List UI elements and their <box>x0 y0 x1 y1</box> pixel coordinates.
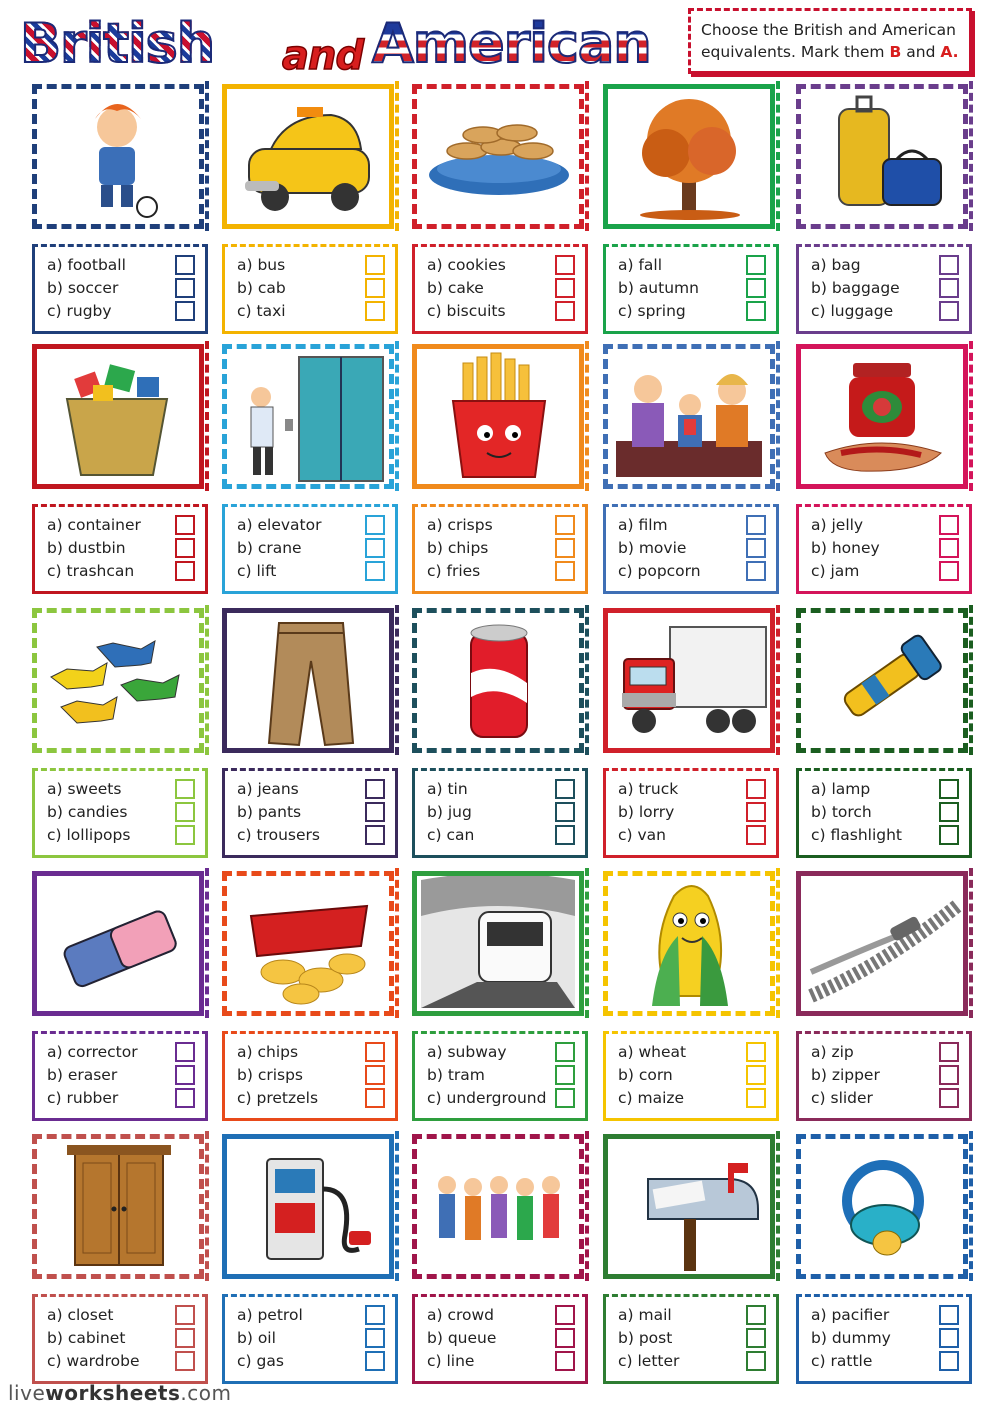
brand-main: worksheets <box>45 1381 181 1405</box>
answer-option <box>427 277 585 300</box>
answer-option-label: c) wardrobe <box>47 1352 140 1370</box>
answer-checkbox[interactable] <box>746 1351 766 1371</box>
eraser-picture <box>32 871 204 1016</box>
answer-option <box>811 1087 969 1110</box>
answer-option-label: c) van <box>618 826 666 844</box>
answer-checkbox[interactable] <box>365 1042 385 1062</box>
answer-option-label: a) bus <box>237 256 286 274</box>
answer-option <box>237 254 395 277</box>
answer-option-label: c) can <box>427 826 475 844</box>
answer-checkbox[interactable] <box>365 1305 385 1325</box>
answer-checkbox[interactable] <box>175 825 195 845</box>
answer-option <box>47 1304 205 1327</box>
answer-option-label: a) crisps <box>427 516 493 534</box>
answer-option <box>237 560 395 583</box>
answer-option <box>811 1327 969 1350</box>
zipper-picture <box>796 871 968 1016</box>
answer-options <box>32 1294 208 1384</box>
instruction-and: and <box>906 43 936 61</box>
answer-option <box>427 824 585 847</box>
answer-option <box>618 801 776 824</box>
answer-option-label: c) trashcan <box>47 562 135 580</box>
answer-checkbox[interactable] <box>939 1065 959 1085</box>
answer-option <box>427 300 585 323</box>
answer-option-label: c) rubber <box>47 1089 119 1107</box>
baby-dummy-picture <box>796 1134 968 1279</box>
boy-with-football-picture <box>32 84 204 229</box>
mailbox-picture <box>603 1134 775 1279</box>
answer-option <box>811 1064 969 1087</box>
answer-option <box>427 537 585 560</box>
answer-option <box>811 778 969 801</box>
answer-options <box>603 504 779 594</box>
answer-option-label: c) underground <box>427 1089 547 1107</box>
answer-option-label: c) pretzels <box>237 1089 319 1107</box>
answer-options <box>412 1294 588 1384</box>
answer-option <box>618 1064 776 1087</box>
answer-option <box>618 1041 776 1064</box>
underground-train-picture <box>412 871 584 1016</box>
answer-option <box>811 824 969 847</box>
answer-options <box>796 1031 972 1121</box>
answer-option <box>47 300 205 323</box>
instructions-box <box>688 8 972 74</box>
soda-can-picture <box>412 608 584 753</box>
overflowing-bin-picture <box>32 344 204 489</box>
answer-option <box>427 1087 585 1110</box>
answer-option <box>618 824 776 847</box>
answer-checkbox[interactable] <box>175 1042 195 1062</box>
answer-checkbox[interactable] <box>555 515 575 535</box>
answer-option <box>237 1350 395 1373</box>
answer-checkbox[interactable] <box>555 301 575 321</box>
answer-options <box>32 504 208 594</box>
jam-jar-picture <box>796 344 968 489</box>
answer-options <box>796 504 972 594</box>
answer-option-label: a) subway <box>427 1043 507 1061</box>
instruction-letter-a: A. <box>940 43 959 61</box>
answer-option-label: c) taxi <box>237 302 286 320</box>
answer-option <box>47 1041 205 1064</box>
answer-checkbox[interactable] <box>746 278 766 298</box>
answer-option <box>811 300 969 323</box>
french-fries-picture <box>412 344 584 489</box>
bag-of-crisps-picture <box>222 871 394 1016</box>
answer-checkbox[interactable] <box>555 1042 575 1062</box>
answer-checkbox[interactable] <box>175 255 195 275</box>
answer-option <box>47 1087 205 1110</box>
answer-checkbox[interactable] <box>555 538 575 558</box>
brand-suffix: .com <box>180 1381 232 1405</box>
answer-checkbox[interactable] <box>555 825 575 845</box>
answer-checkbox[interactable] <box>939 1088 959 1108</box>
answer-option-label: b) baggage <box>811 279 900 297</box>
answer-option-label: a) elevator <box>237 516 322 534</box>
answer-option <box>811 514 969 537</box>
answer-option-label: a) tin <box>427 780 468 798</box>
answer-option-label: b) cabinet <box>47 1329 126 1347</box>
answer-option <box>237 801 395 824</box>
answer-option-label: a) football <box>47 256 126 274</box>
queue-of-people-picture <box>412 1134 584 1279</box>
answer-checkbox[interactable] <box>746 301 766 321</box>
answer-options <box>412 504 588 594</box>
answer-option <box>47 778 205 801</box>
answer-option <box>618 1327 776 1350</box>
answer-options <box>32 768 208 858</box>
answer-option-label: b) zipper <box>811 1066 880 1084</box>
answer-options <box>222 244 398 334</box>
brand-prefix: live <box>8 1381 46 1405</box>
answer-option-label: c) trousers <box>237 826 320 844</box>
answer-option-label: c) lollipops <box>47 826 131 844</box>
answer-option-label: c) slider <box>811 1089 873 1107</box>
answer-checkbox[interactable] <box>939 278 959 298</box>
answer-option-label: c) line <box>427 1352 475 1370</box>
answer-checkbox[interactable] <box>555 1351 575 1371</box>
answer-option-label: b) pants <box>237 803 302 821</box>
answer-checkbox[interactable] <box>365 1065 385 1085</box>
answer-checkbox[interactable] <box>555 255 575 275</box>
answer-checkbox[interactable] <box>365 1088 385 1108</box>
answer-option-label: c) popcorn <box>618 562 701 580</box>
answer-checkbox[interactable] <box>746 825 766 845</box>
answer-option <box>237 300 395 323</box>
answer-options <box>222 768 398 858</box>
answer-option <box>618 300 776 323</box>
answer-option <box>237 778 395 801</box>
answer-checkbox[interactable] <box>365 1351 385 1371</box>
answer-options <box>603 1294 779 1384</box>
answer-option-label: a) closet <box>47 1306 114 1324</box>
answer-checkbox[interactable] <box>175 1088 195 1108</box>
answer-checkbox[interactable] <box>365 779 385 799</box>
plate-of-biscuits-picture <box>412 84 584 229</box>
answer-option-label: a) film <box>618 516 668 534</box>
answer-option-label: c) jam <box>811 562 860 580</box>
answer-option <box>427 560 585 583</box>
answer-option <box>811 254 969 277</box>
answer-option <box>47 1350 205 1373</box>
answer-checkbox[interactable] <box>939 515 959 535</box>
answer-option <box>237 1087 395 1110</box>
luggage-picture <box>796 84 968 229</box>
answer-option <box>237 1304 395 1327</box>
answer-option <box>618 1350 776 1373</box>
answer-option-label: a) wheat <box>618 1043 687 1061</box>
corn-cob-picture <box>603 871 775 1016</box>
answer-option-label: c) letter <box>618 1352 680 1370</box>
answer-option-label: b) soccer <box>47 279 119 297</box>
answer-option-label: a) chips <box>237 1043 299 1061</box>
answer-options <box>412 768 588 858</box>
answer-option <box>237 824 395 847</box>
answer-checkbox[interactable] <box>175 802 195 822</box>
title-american: American <box>372 12 651 75</box>
answer-option-label: c) gas <box>237 1352 284 1370</box>
answer-options <box>412 1031 588 1121</box>
answer-options <box>222 504 398 594</box>
answer-checkbox[interactable] <box>175 278 195 298</box>
answer-option <box>47 1327 205 1350</box>
answer-options <box>222 1294 398 1384</box>
answer-option-label: a) zip <box>811 1043 854 1061</box>
answer-checkbox[interactable] <box>175 779 195 799</box>
answer-option-label: b) movie <box>618 539 687 557</box>
answer-option-label: a) jeans <box>237 780 299 798</box>
answer-option <box>618 1304 776 1327</box>
answer-options <box>222 1031 398 1121</box>
answer-option-label: c) biscuits <box>427 302 506 320</box>
answer-option-label: b) crisps <box>237 1066 304 1084</box>
answer-option <box>47 514 205 537</box>
answer-option <box>427 1350 585 1373</box>
answer-checkbox[interactable] <box>555 1065 575 1085</box>
instruction-text: Choose the British and American equivalents. Mark them <box>701 21 956 61</box>
answer-checkbox[interactable] <box>746 561 766 581</box>
answer-options <box>796 768 972 858</box>
answer-option <box>811 537 969 560</box>
answer-option <box>618 514 776 537</box>
answer-checkbox[interactable] <box>746 538 766 558</box>
answer-checkbox[interactable] <box>555 802 575 822</box>
answer-option-label: a) container <box>47 516 141 534</box>
answer-option-label: b) torch <box>811 803 872 821</box>
answer-option <box>47 801 205 824</box>
answer-option <box>618 1087 776 1110</box>
answer-option <box>427 1304 585 1327</box>
answer-option <box>47 537 205 560</box>
liveworksheets-logo <box>8 1381 231 1405</box>
answer-checkbox[interactable] <box>555 561 575 581</box>
answer-option-label: c) fries <box>427 562 481 580</box>
answer-option-label: b) queue <box>427 1329 497 1347</box>
answer-checkbox[interactable] <box>746 779 766 799</box>
answer-checkbox[interactable] <box>365 1328 385 1348</box>
answer-checkbox[interactable] <box>555 779 575 799</box>
delivery-truck-picture <box>603 608 775 753</box>
answer-checkbox[interactable] <box>939 561 959 581</box>
answer-option <box>618 560 776 583</box>
answer-checkbox[interactable] <box>175 515 195 535</box>
man-at-elevator-picture <box>222 344 394 489</box>
answer-checkbox[interactable] <box>939 1351 959 1371</box>
answer-option-label: a) cookies <box>427 256 506 274</box>
answer-options <box>796 244 972 334</box>
answer-checkbox[interactable] <box>939 301 959 321</box>
answer-checkbox[interactable] <box>365 561 385 581</box>
answer-option-label: b) corn <box>618 1066 673 1084</box>
answer-checkbox[interactable] <box>746 1065 766 1085</box>
answer-checkbox[interactable] <box>746 255 766 275</box>
answer-checkbox[interactable] <box>746 515 766 535</box>
answer-option <box>427 1041 585 1064</box>
answer-option-label: b) honey <box>811 539 880 557</box>
autumn-tree-picture <box>603 84 775 229</box>
answer-option <box>47 560 205 583</box>
answer-options <box>603 768 779 858</box>
answer-option <box>47 1064 205 1087</box>
answer-option <box>427 778 585 801</box>
answer-option-label: c) lift <box>237 562 277 580</box>
answer-option-label: a) mail <box>618 1306 672 1324</box>
title-and: and <box>282 33 364 79</box>
taxi-car-picture <box>222 84 394 229</box>
answer-option-label: a) crowd <box>427 1306 495 1324</box>
answer-checkbox[interactable] <box>175 1305 195 1325</box>
answer-checkbox[interactable] <box>175 1328 195 1348</box>
answer-checkbox[interactable] <box>175 1351 195 1371</box>
answer-option-label: b) chips <box>427 539 489 557</box>
answer-option-label: b) dummy <box>811 1329 891 1347</box>
answer-checkbox[interactable] <box>175 538 195 558</box>
trousers-picture <box>222 608 394 753</box>
answer-option <box>427 1064 585 1087</box>
answer-options <box>32 1031 208 1121</box>
answer-option <box>237 514 395 537</box>
flashlight-picture <box>796 608 968 753</box>
answer-option-label: b) candies <box>47 803 128 821</box>
family-at-cinema-picture <box>603 344 775 489</box>
answer-option <box>427 801 585 824</box>
answer-option-label: b) cake <box>427 279 484 297</box>
answer-option <box>427 514 585 537</box>
answer-checkbox[interactable] <box>175 561 195 581</box>
answer-option <box>618 778 776 801</box>
answer-checkbox[interactable] <box>939 1042 959 1062</box>
answer-option <box>47 824 205 847</box>
answer-option-label: b) crane <box>237 539 302 557</box>
answer-option-label: b) dustbin <box>47 539 126 557</box>
answer-option-label: a) lamp <box>811 780 871 798</box>
answer-option <box>811 1041 969 1064</box>
answer-checkbox[interactable] <box>939 802 959 822</box>
answer-option <box>237 537 395 560</box>
answer-checkbox[interactable] <box>365 802 385 822</box>
worksheet-title <box>20 8 680 78</box>
answer-options <box>603 244 779 334</box>
answer-checkbox[interactable] <box>555 1088 575 1108</box>
answer-option-label: b) cab <box>237 279 286 297</box>
wrapped-sweets-picture <box>32 608 204 753</box>
answer-option-label: a) sweets <box>47 780 122 798</box>
answer-option-label: b) post <box>618 1329 673 1347</box>
answer-option <box>811 801 969 824</box>
answer-checkbox[interactable] <box>746 802 766 822</box>
answer-option <box>47 277 205 300</box>
answer-checkbox[interactable] <box>365 825 385 845</box>
answer-option-label: b) oil <box>237 1329 276 1347</box>
answer-checkbox[interactable] <box>939 779 959 799</box>
answer-option-label: c) spring <box>618 302 686 320</box>
answer-option <box>427 254 585 277</box>
answer-option <box>618 537 776 560</box>
answer-checkbox[interactable] <box>555 278 575 298</box>
answer-option-label: c) luggage <box>811 302 894 320</box>
answer-option <box>237 277 395 300</box>
answer-options <box>796 1294 972 1384</box>
answer-checkbox[interactable] <box>746 1042 766 1062</box>
answer-option-label: b) eraser <box>47 1066 118 1084</box>
answer-option <box>427 1327 585 1350</box>
answer-option-label: c) rugby <box>47 302 112 320</box>
answer-option <box>47 254 205 277</box>
instruction-letter-b: B <box>889 43 902 61</box>
answer-checkbox[interactable] <box>175 301 195 321</box>
gas-pump-picture <box>222 1134 394 1279</box>
answer-option-label: b) jug <box>427 803 472 821</box>
answer-checkbox[interactable] <box>939 825 959 845</box>
answer-option <box>811 1350 969 1373</box>
answer-checkbox[interactable] <box>939 255 959 275</box>
answer-option-label: c) flashlight <box>811 826 903 844</box>
answer-checkbox[interactable] <box>365 538 385 558</box>
answer-option-label: a) bag <box>811 256 861 274</box>
answer-option-label: a) petrol <box>237 1306 303 1324</box>
title-british: British <box>20 12 215 75</box>
answer-option-label: b) autumn <box>618 279 699 297</box>
answer-option-label: c) rattle <box>811 1352 873 1370</box>
answer-option <box>811 1304 969 1327</box>
answer-option <box>618 277 776 300</box>
answer-option-label: b) tram <box>427 1066 485 1084</box>
answer-option <box>618 254 776 277</box>
answer-checkbox[interactable] <box>365 278 385 298</box>
answer-option-label: a) jelly <box>811 516 864 534</box>
answer-checkbox[interactable] <box>365 515 385 535</box>
answer-option-label: c) maize <box>618 1089 685 1107</box>
answer-checkbox[interactable] <box>939 538 959 558</box>
answer-checkbox[interactable] <box>939 1328 959 1348</box>
answer-checkbox[interactable] <box>746 1088 766 1108</box>
answer-option-label: a) fall <box>618 256 663 274</box>
answer-checkbox[interactable] <box>175 1065 195 1085</box>
answer-checkbox[interactable] <box>746 1305 766 1325</box>
answer-options <box>603 1031 779 1121</box>
answer-checkbox[interactable] <box>365 255 385 275</box>
answer-option <box>811 277 969 300</box>
answer-checkbox[interactable] <box>555 1328 575 1348</box>
answer-checkbox[interactable] <box>939 1305 959 1325</box>
answer-checkbox[interactable] <box>365 301 385 321</box>
answer-options <box>32 244 208 334</box>
wardrobe-picture <box>32 1134 204 1279</box>
answer-option-label: a) corrector <box>47 1043 138 1061</box>
answer-option <box>237 1064 395 1087</box>
answer-option-label: a) truck <box>618 780 679 798</box>
answer-checkbox[interactable] <box>555 1305 575 1325</box>
answer-option-label: b) lorry <box>618 803 675 821</box>
answer-options <box>412 244 588 334</box>
answer-option <box>811 560 969 583</box>
answer-option-label: a) pacifier <box>811 1306 890 1324</box>
answer-checkbox[interactable] <box>746 1328 766 1348</box>
answer-option <box>237 1327 395 1350</box>
answer-option <box>237 1041 395 1064</box>
